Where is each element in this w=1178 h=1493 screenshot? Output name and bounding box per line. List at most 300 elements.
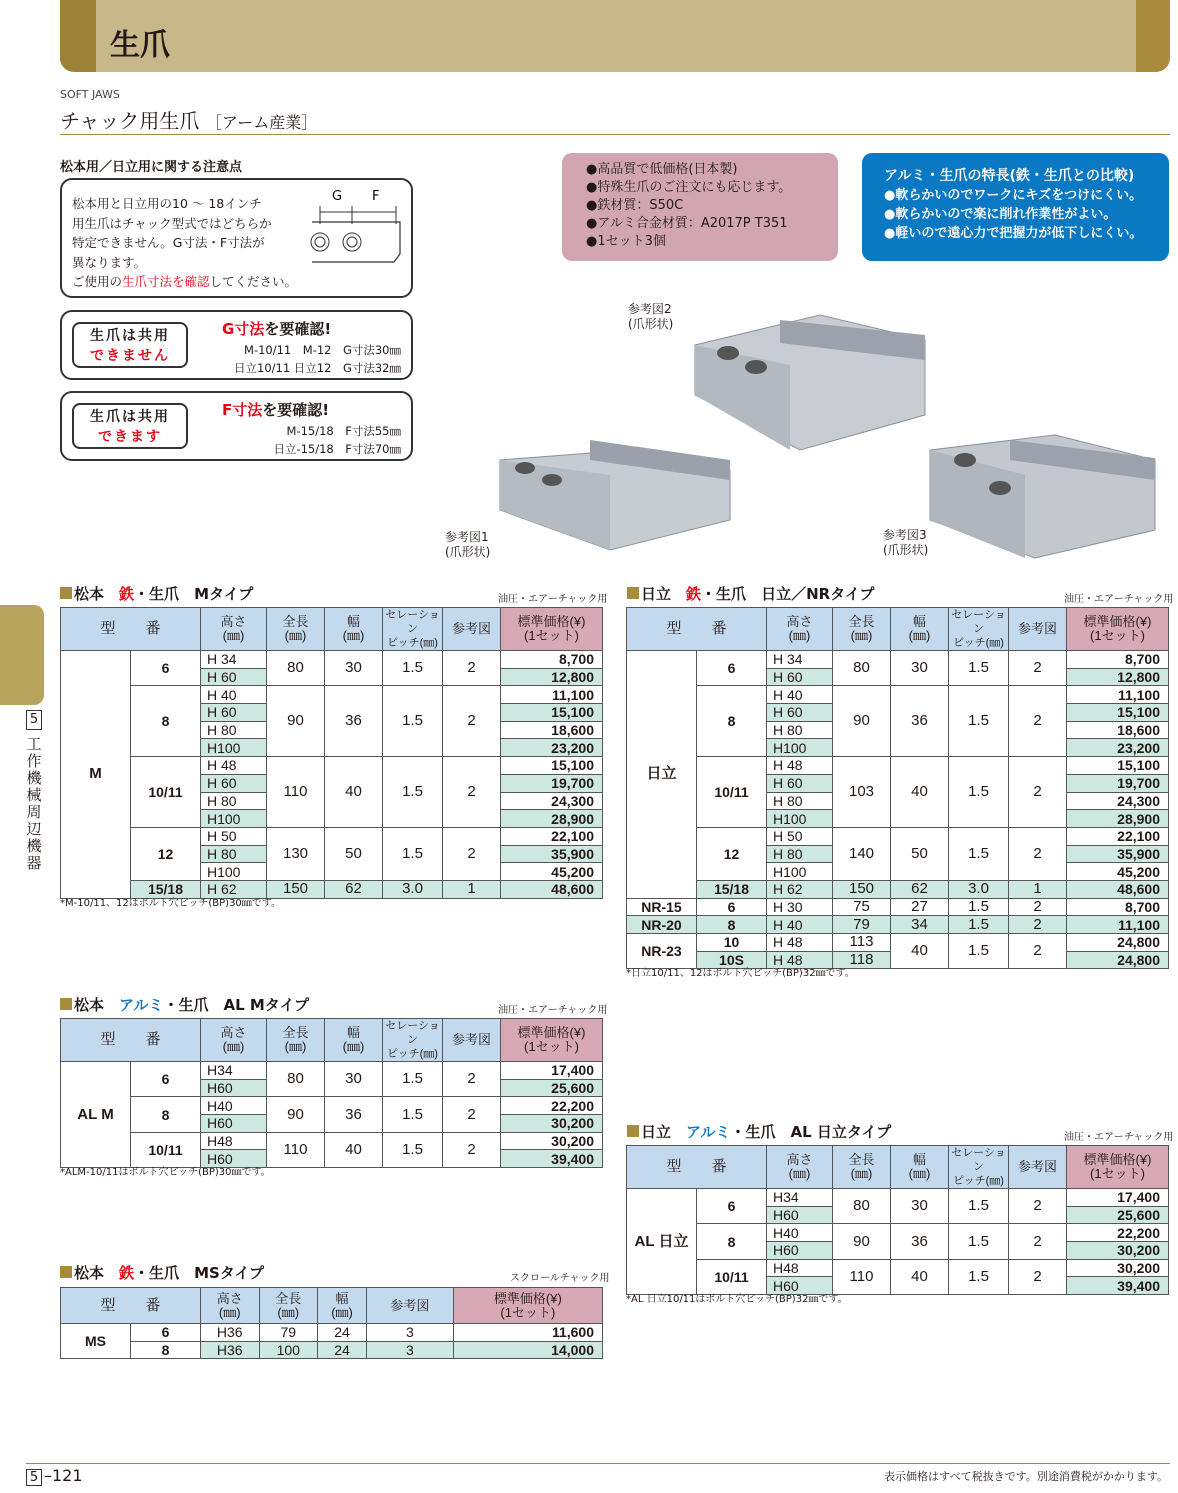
size-cell: 10/11 (697, 757, 767, 828)
size-cell: 6 (697, 1189, 767, 1224)
length-cell: 80 (267, 1062, 325, 1097)
caption-ref1: 参考図1 (爪形状) (445, 530, 491, 559)
price-cell: 22,100 (501, 827, 603, 845)
table-m-type (60, 607, 603, 899)
price-cell: 35,900 (1067, 845, 1169, 863)
price-cell: 24,300 (1067, 792, 1169, 810)
price-cell: 30,200 (501, 1132, 603, 1150)
table-row (627, 1224, 1169, 1242)
length-cell: 80 (833, 651, 891, 686)
section-title-alm: 松本 アルミ・生爪 AL Mタイプ (60, 994, 309, 1015)
g-dimension-box (60, 310, 413, 380)
price-cell: 18,600 (1067, 721, 1169, 739)
height-cell: H 48 (767, 951, 833, 969)
price-cell: 8,700 (501, 651, 603, 669)
table-row (627, 827, 1169, 845)
height-cell: H 62 (767, 880, 833, 898)
height-cell: H 50 (201, 827, 267, 845)
height-cell: H60 (201, 1150, 267, 1168)
pitch-cell: 1.5 (949, 651, 1009, 686)
width-cell: 36 (325, 686, 383, 757)
notes-text: 松本用と日立用の10 ～ 18インチ 用生爪はチャック型式ではどちらか 特定できません。G寸法・F寸法が 異なります。 ご使用の生爪寸法を確認してください。 (72, 196, 298, 289)
table-row (627, 1189, 1169, 1207)
usage-ms: スクロールチャック用 (510, 1273, 610, 1284)
jaw-dimension-diagram (302, 184, 412, 270)
width-cell: 36 (891, 1224, 949, 1259)
shared-badge: 生爪は共用 できます (72, 403, 188, 449)
size-cell: 10/11 (131, 757, 201, 828)
size-cell: 8 (131, 1097, 201, 1132)
usage-hitachi: 油圧・エアーチャック用 (1064, 594, 1174, 605)
length-cell: 79 (259, 1324, 318, 1342)
height-cell: H100 (767, 863, 833, 881)
price-cell: 45,200 (1067, 863, 1169, 881)
f-dimension-box (60, 391, 413, 461)
price-cell: 19,700 (1067, 774, 1169, 792)
size-cell: 10S (697, 951, 767, 969)
size-cell: 6 (131, 1324, 201, 1342)
usage-alm: 油圧・エアーチャック用 (498, 1005, 608, 1016)
section-title-hitachi: 日立 鉄・生爪 日立／NRタイプ (627, 583, 874, 604)
height-cell: H 60 (767, 704, 833, 722)
height-cell: H100 (767, 739, 833, 757)
section-title-alhitachi: 日立 アルミ・生爪 AL 日立タイプ (627, 1121, 891, 1142)
ref-cell: 2 (443, 1062, 501, 1097)
price-cell: 15,100 (501, 704, 603, 722)
g-spec-2: 日立10/11 日立12 G寸法32㎜ (234, 361, 401, 375)
price-cell: 22,200 (501, 1097, 603, 1115)
ref-cell: 2 (1009, 1189, 1067, 1224)
width-cell: 30 (891, 651, 949, 686)
height-cell: H 80 (767, 792, 833, 810)
header-accent (60, 0, 96, 72)
price-cell: 30,200 (1067, 1259, 1169, 1277)
usage-m: 油圧・エアーチャック用 (498, 594, 608, 605)
note-m: *M-10/11、12はボルト穴ピッチ(BP)30㎜です。 (60, 898, 281, 909)
pitch-cell: 1.5 (383, 1097, 443, 1132)
height-cell: H100 (201, 863, 267, 881)
height-cell: H 30 (767, 898, 833, 916)
g-spec-1: M-10/11 M-12 G寸法30㎜ (244, 343, 401, 357)
price-cell: 11,600 (453, 1324, 602, 1342)
table-ms-type (60, 1287, 603, 1359)
price-cell: 23,200 (501, 739, 603, 757)
notes-title: 松本用／日立用に関する注意点 (60, 160, 243, 175)
table-row (627, 898, 1169, 916)
price-cell: 30,200 (501, 1115, 603, 1133)
ref-cell: 1 (1009, 880, 1067, 898)
width-cell: 36 (325, 1097, 383, 1132)
ref-cell: 2 (443, 651, 501, 686)
col-model: 型 番 (61, 1288, 201, 1324)
height-cell: H 48 (201, 757, 267, 775)
height-cell: H 40 (201, 686, 267, 704)
tax-note: 表示価格はすべて税抜きです。別途消費税がかかります。 (883, 1470, 1168, 1483)
section-title-m: 松本 鉄・生爪 Mタイプ (60, 583, 253, 604)
height-cell: H34 (201, 1062, 267, 1080)
pitch-cell: 1.5 (949, 757, 1009, 828)
col-model: 型 番 (627, 608, 767, 651)
length-cell: 100 (259, 1341, 318, 1359)
col-length: 全長 (㎜) (833, 1146, 891, 1189)
length-cell: 90 (267, 1097, 325, 1132)
size-cell: 10 (697, 934, 767, 952)
table-row (61, 1324, 603, 1342)
length-cell: 110 (267, 1132, 325, 1167)
height-cell: H 60 (201, 668, 267, 686)
jaw-photo-2 (690, 305, 930, 455)
notes-box (60, 178, 413, 298)
height-cell: H 60 (201, 704, 267, 722)
chapter-title: 工作機械周辺機器 (26, 735, 42, 872)
ref-cell: 2 (443, 1097, 501, 1132)
ref-cell: 2 (443, 757, 501, 828)
table-row (61, 686, 603, 704)
length-cell: 75 (833, 898, 891, 916)
price-cell: 25,600 (501, 1079, 603, 1097)
f-spec-1: M-15/18 F寸法55㎜ (286, 424, 401, 438)
height-cell: H 60 (767, 774, 833, 792)
note-alhitachi: *AL 日立10/11はボルト穴ピッチ(BP)32㎜です。 (626, 1294, 848, 1305)
col-height: 高さ (㎜) (767, 1146, 833, 1189)
price-cell: 8,700 (1067, 898, 1169, 916)
height-cell: H 48 (767, 757, 833, 775)
height-cell: H100 (201, 739, 267, 757)
price-cell: 18,600 (501, 721, 603, 739)
col-price: 標準価格(¥) (1セット) (1067, 1146, 1169, 1189)
price-cell: 28,900 (1067, 810, 1169, 828)
length-cell: 110 (833, 1259, 891, 1294)
col-width: 幅 (㎜) (325, 1019, 383, 1062)
length-cell: 103 (833, 757, 891, 828)
col-width: 幅 (㎜) (325, 608, 383, 651)
series-cell: M (61, 651, 131, 899)
ref-cell: 2 (1009, 757, 1067, 828)
features-box: ●高品質で低価格(日本製) ●特殊生爪のご注文にも応じます。 ●鉄材質：S50C ●アルミ合金材質：A2017P T351 ●1セット3個 (562, 153, 838, 261)
width-cell: 30 (891, 1189, 949, 1224)
pitch-cell: 1.5 (383, 757, 443, 828)
price-cell: 24,800 (1067, 951, 1169, 969)
width-cell: 30 (325, 651, 383, 686)
length-cell: 150 (267, 880, 325, 898)
height-cell: H 34 (767, 651, 833, 669)
length-cell: 113 (833, 934, 891, 952)
series-cell: 日立 (627, 651, 697, 899)
chapter-number: 5 (26, 710, 42, 730)
ref-cell: 2 (1009, 898, 1067, 916)
height-cell: H 80 (767, 721, 833, 739)
price-cell: 39,400 (501, 1150, 603, 1168)
price-cell: 45,200 (501, 863, 603, 881)
height-cell: H 48 (767, 934, 833, 952)
height-cell: H48 (767, 1259, 833, 1277)
length-cell: 90 (833, 1224, 891, 1259)
table-row (61, 651, 603, 669)
length-cell: 80 (267, 651, 325, 686)
col-ref: 参考図 (367, 1288, 454, 1324)
price-cell: 17,400 (501, 1062, 603, 1080)
price-cell: 12,800 (1067, 668, 1169, 686)
width-cell: 62 (325, 880, 383, 898)
price-cell: 48,600 (501, 880, 603, 898)
col-serration: セレーション ピッチ(㎜) (383, 1019, 443, 1062)
width-cell: 36 (891, 686, 949, 757)
height-cell: H36 (201, 1341, 260, 1359)
width-cell: 27 (891, 898, 949, 916)
ref-cell: 2 (1009, 1259, 1067, 1294)
size-cell: 6 (697, 651, 767, 686)
price-cell: 15,100 (1067, 704, 1169, 722)
size-cell: 12 (697, 827, 767, 880)
product-title: チャック用生爪 ［アーム産業］ (60, 109, 318, 133)
length-cell: 140 (833, 827, 891, 880)
col-price: 標準価格(¥) (1セット) (453, 1288, 602, 1324)
height-cell: H 40 (767, 686, 833, 704)
price-cell: 15,100 (501, 757, 603, 775)
height-cell: H40 (201, 1097, 267, 1115)
jaw-photo-3 (925, 430, 1160, 560)
col-model: 型 番 (61, 1019, 201, 1062)
size-cell: 10/11 (131, 1132, 201, 1167)
price-cell: 11,100 (501, 686, 603, 704)
aluminum-features-box: アルミ・生爪の特長(鉄・生爪との比較) ●軟らかいのでワークにキズをつけにくい。 ●軟らかいので楽に削れ作業性がよい。 ●軽いので遠心力で把握力が低下しにくい。 (862, 153, 1169, 261)
length-cell: 110 (267, 757, 325, 828)
pitch-cell: 1.5 (949, 934, 1009, 969)
width-cell: 40 (891, 757, 949, 828)
table-row (627, 880, 1169, 898)
length-cell: 150 (833, 880, 891, 898)
col-width: 幅 (㎜) (891, 1146, 949, 1189)
ref-cell: 2 (1009, 827, 1067, 880)
pitch-cell: 1.5 (383, 1062, 443, 1097)
f-spec-2: 日立-15/18 F寸法70㎜ (273, 442, 401, 456)
width-cell: 50 (325, 827, 383, 880)
table-row (61, 1097, 603, 1115)
price-cell: 28,900 (501, 810, 603, 828)
price-cell: 22,100 (1067, 827, 1169, 845)
height-cell: H60 (767, 1277, 833, 1295)
table-hitachi-type (626, 607, 1169, 969)
pitch-cell: 3.0 (949, 880, 1009, 898)
table-row (627, 651, 1169, 669)
size-cell: 6 (131, 1062, 201, 1097)
ref-cell: 1 (443, 880, 501, 898)
price-cell: 48,600 (1067, 880, 1169, 898)
length-cell: 118 (833, 951, 891, 969)
col-serration: セレーション ピッチ(㎜) (949, 1146, 1009, 1189)
width-cell: 34 (891, 916, 949, 934)
table-row (627, 916, 1169, 934)
col-width: 幅 (㎜) (891, 608, 949, 651)
table-row (627, 686, 1169, 704)
pitch-cell: 1.5 (949, 898, 1009, 916)
height-cell: H 50 (767, 827, 833, 845)
height-cell: H36 (201, 1324, 260, 1342)
price-cell: 23,200 (1067, 739, 1169, 757)
table-row (61, 1341, 603, 1359)
price-cell: 39,400 (1067, 1277, 1169, 1295)
height-cell: H48 (201, 1132, 267, 1150)
usage-alhitachi: 油圧・エアーチャック用 (1064, 1132, 1174, 1143)
table-row (627, 934, 1169, 952)
header-accent-right (1136, 0, 1170, 72)
length-cell: 130 (267, 827, 325, 880)
ref-cell: 2 (1009, 1224, 1067, 1259)
size-cell: 8 (697, 916, 767, 934)
pitch-cell: 1.5 (949, 1224, 1009, 1259)
col-model: 型 番 (61, 608, 201, 651)
g-check-heading: G寸法を要確認! (222, 320, 332, 338)
col-height: 高さ (㎜) (201, 1019, 267, 1062)
size-cell: 8 (697, 1224, 767, 1259)
table-row (61, 827, 603, 845)
pitch-cell: 1.5 (383, 1132, 443, 1167)
col-width: 幅 (㎜) (318, 1288, 367, 1324)
size-cell: 8 (697, 686, 767, 757)
col-length: 全長 (㎜) (267, 1019, 325, 1062)
price-cell: 11,100 (1067, 916, 1169, 934)
col-serration: セレーション ピッチ(㎜) (949, 608, 1009, 651)
price-cell: 15,100 (1067, 757, 1169, 775)
page-number: 5 –121 (26, 1466, 83, 1486)
height-cell: H60 (767, 1242, 833, 1260)
price-cell: 22,200 (1067, 1224, 1169, 1242)
pitch-cell: 1.5 (949, 1259, 1009, 1294)
series-cell: NR-15 (627, 898, 697, 916)
col-model: 型 番 (627, 1146, 767, 1189)
price-cell: 24,800 (1067, 934, 1169, 952)
ref-cell: 2 (443, 686, 501, 757)
price-cell: 12,800 (501, 668, 603, 686)
f-check-heading: F寸法を要確認! (222, 401, 330, 419)
height-cell: H60 (201, 1079, 267, 1097)
section-title-ms: 松本 鉄・生爪 MSタイプ (60, 1262, 264, 1283)
height-cell: H100 (201, 810, 267, 828)
price-cell: 24,300 (501, 792, 603, 810)
page-header (60, 0, 1170, 72)
price-cell: 14,000 (453, 1341, 602, 1359)
col-height: 高さ (㎜) (201, 608, 267, 651)
ref-cell: 2 (1009, 916, 1067, 934)
col-height: 高さ (㎜) (767, 608, 833, 651)
ref-cell: 3 (367, 1324, 454, 1342)
size-cell: 8 (131, 1341, 201, 1359)
col-ref: 参考図 (1009, 608, 1067, 651)
width-cell: 24 (318, 1324, 367, 1342)
size-cell: 8 (131, 686, 201, 757)
series-cell: NR-23 (627, 934, 697, 969)
height-cell: H 34 (201, 651, 267, 669)
col-ref: 参考図 (1009, 1146, 1067, 1189)
table-alhitachi-type (626, 1145, 1169, 1295)
footer-divider (26, 1463, 1170, 1464)
col-ref: 参考図 (443, 1019, 501, 1062)
col-serration: セレーション ピッチ(㎜) (383, 608, 443, 651)
ref-cell: 3 (367, 1341, 454, 1359)
height-cell: H 60 (201, 774, 267, 792)
width-cell: 40 (325, 1132, 383, 1167)
height-cell: H34 (767, 1189, 833, 1207)
height-cell: H40 (767, 1224, 833, 1242)
col-length: 全長 (㎜) (833, 608, 891, 651)
size-cell: 10/11 (697, 1259, 767, 1294)
length-cell: 79 (833, 916, 891, 934)
height-cell: H 62 (201, 880, 267, 898)
chapter-tab (0, 605, 44, 705)
col-length: 全長 (㎜) (267, 608, 325, 651)
height-cell: H100 (767, 810, 833, 828)
length-cell: 80 (833, 1189, 891, 1224)
price-cell: 17,400 (1067, 1189, 1169, 1207)
price-cell: 19,700 (501, 774, 603, 792)
height-cell: H 80 (201, 721, 267, 739)
width-cell: 40 (891, 1259, 949, 1294)
ref-cell: 2 (1009, 934, 1067, 969)
ref-cell: 2 (1009, 686, 1067, 757)
pitch-cell: 1.5 (383, 827, 443, 880)
series-cell: MS (61, 1324, 131, 1359)
height-cell: H 60 (767, 668, 833, 686)
col-price: 標準価格(¥) (1セット) (501, 1019, 603, 1062)
price-cell: 30,200 (1067, 1242, 1169, 1260)
table-row (61, 1132, 603, 1150)
price-cell: 35,900 (501, 845, 603, 863)
price-cell: 11,100 (1067, 686, 1169, 704)
size-cell: 15/18 (131, 880, 201, 898)
size-cell: 12 (131, 827, 201, 880)
table-alm-type (60, 1018, 603, 1168)
length-cell: 90 (833, 686, 891, 757)
series-cell: AL 日立 (627, 1189, 697, 1295)
pitch-cell: 1.5 (949, 916, 1009, 934)
note-alm: *ALM-10/11はボルト穴ピッチ(BP)30㎜です。 (60, 1167, 271, 1178)
g-label: G (332, 189, 343, 204)
series-cell: AL M (61, 1062, 131, 1168)
length-cell: 90 (267, 686, 325, 757)
height-cell: H 80 (767, 845, 833, 863)
note-hitachi: *日立10/11、12はボルト穴ピッチ(BP)32㎜です。 (626, 968, 855, 979)
height-cell: H 80 (201, 792, 267, 810)
col-price: 標準価格(¥) (1セット) (501, 608, 603, 651)
pitch-cell: 1.5 (949, 686, 1009, 757)
col-height: 高さ (㎜) (201, 1288, 260, 1324)
width-cell: 40 (891, 934, 949, 969)
height-cell: H60 (201, 1115, 267, 1133)
pitch-cell: 1.5 (949, 827, 1009, 880)
width-cell: 62 (891, 880, 949, 898)
width-cell: 50 (891, 827, 949, 880)
ref-cell: 2 (1009, 651, 1067, 686)
ref-cell: 2 (443, 1132, 501, 1167)
col-ref: 参考図 (443, 608, 501, 651)
price-cell: 8,700 (1067, 651, 1169, 669)
width-cell: 40 (325, 757, 383, 828)
pitch-cell: 1.5 (383, 686, 443, 757)
table-row (61, 1062, 603, 1080)
divider (60, 134, 1170, 135)
pitch-cell: 1.5 (949, 1189, 1009, 1224)
price-cell: 25,600 (1067, 1206, 1169, 1224)
size-cell: 15/18 (697, 880, 767, 898)
width-cell: 30 (325, 1062, 383, 1097)
not-shared-badge: 生爪は共用 できません (72, 322, 188, 368)
f-label: F (372, 189, 380, 204)
height-cell: H 40 (767, 916, 833, 934)
subtitle-en: SOFT JAWS (60, 88, 120, 101)
height-cell: H60 (767, 1206, 833, 1224)
height-cell: H 80 (201, 845, 267, 863)
width-cell: 24 (318, 1341, 367, 1359)
